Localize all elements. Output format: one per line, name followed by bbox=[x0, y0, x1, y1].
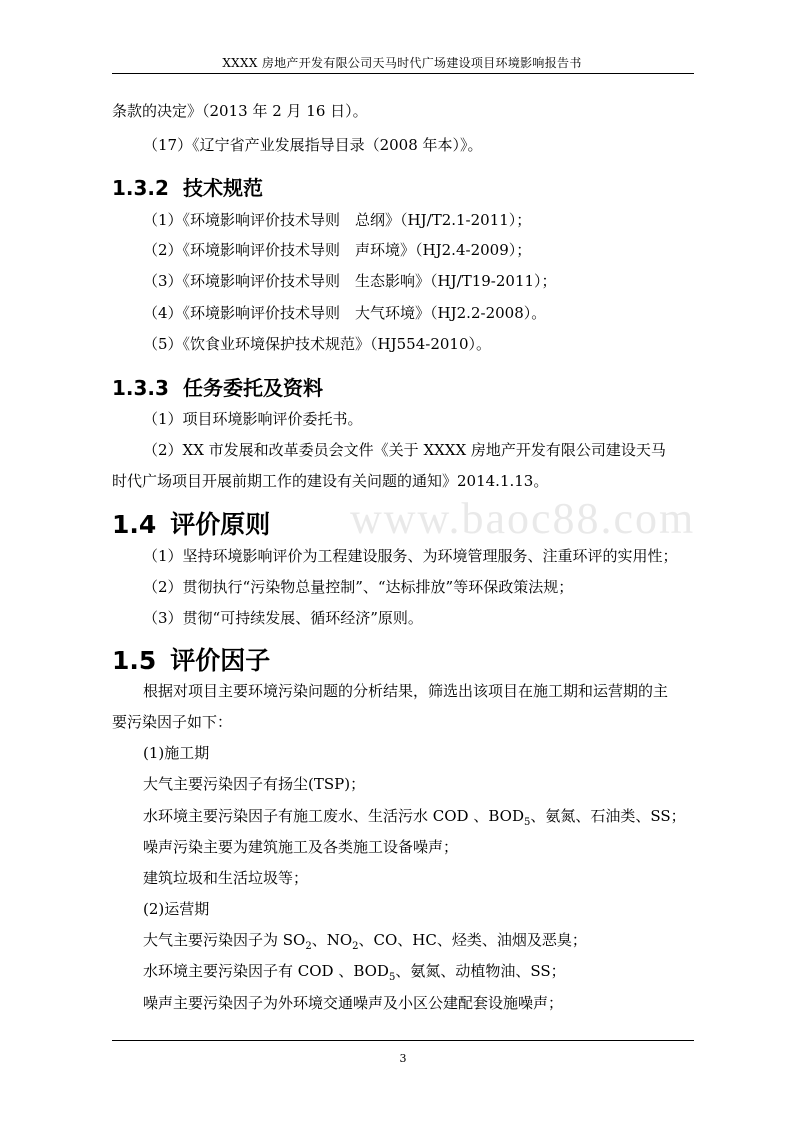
list-item: （1）《环境影响评价技术导则 总纲》（HJ/T2.1-2011）； bbox=[143, 211, 532, 229]
section-title: 任务委托及资料 bbox=[182, 376, 323, 400]
list-item: （1）坚持环境影响评价为工程建设服务、为环境管理服务、注重环评的实用性； bbox=[143, 547, 678, 565]
section-heading-1-3-3 bbox=[112, 372, 323, 401]
section-heading-1-5 bbox=[112, 641, 270, 677]
phase-label: (1)施工期 bbox=[143, 744, 210, 762]
list-item: （3）《环境影响评价技术导则 生态影响》（HJ/T19-2011）； bbox=[143, 272, 557, 290]
list-item: （5）《饮食业环境保护技术规范》（HJ554-2010）。 bbox=[143, 335, 492, 353]
list-item: （4）《环境影响评价技术导则 大气环境》（HJ2.2-2008）。 bbox=[143, 304, 547, 322]
factor-line: 大气主要污染因子有扬尘(TSP)； bbox=[143, 775, 366, 793]
factor-line: 建筑垃圾和生活垃圾等； bbox=[143, 869, 309, 887]
section-number: 1.3.2 bbox=[112, 176, 169, 200]
factor-line: 噪声主要污染因子为外环境交通噪声及小区公建配套设施噪声； bbox=[143, 994, 564, 1012]
section-title: 评价因子 bbox=[170, 646, 271, 675]
header-rule bbox=[112, 73, 694, 74]
section-number: 1.5 bbox=[112, 646, 157, 675]
page-number: 3 bbox=[399, 1052, 407, 1065]
section-heading-1-4 bbox=[112, 505, 270, 541]
factor-line: 大气主要污染因子为 $SO_2$、$NO_2$、CO、HC、烃类、油烟及恶臭； bbox=[143, 931, 587, 952]
section-title: 技术规范 bbox=[182, 176, 263, 200]
factor-line: 水环境主要污染因子有施工废水、生活污水 COD 、$BOD_5$、氨氮、石油类、SS； bbox=[143, 807, 686, 828]
section-heading-1-3-2 bbox=[112, 172, 263, 201]
list-item: （2）贯彻执行“污染物总量控制”、“达标排放”等环保政策法规； bbox=[143, 578, 574, 596]
factor-line: 噪声污染主要为建筑施工及各类施工设备噪声； bbox=[143, 838, 459, 856]
list-item: （2）《环境影响评价技术导则 声环境》（HJ2.4-2009）； bbox=[143, 241, 532, 259]
paragraph-line: 要污染因子如下： bbox=[112, 713, 233, 731]
paragraph-line: （17）《辽宁省产业发展指导目录（2008 年本）》。 bbox=[143, 136, 483, 154]
paragraph-line: 根据对项目主要环境污染问题的分析结果，筛选出该项目在施工期和运营期的主 bbox=[143, 682, 669, 700]
list-item-continuation: 时代广场项目开展前期工作的建设有关问题的通知》2014.1.13。 bbox=[112, 472, 549, 490]
section-number: 1.4 bbox=[112, 510, 157, 539]
footer-rule bbox=[112, 1040, 694, 1041]
factor-line: 水环境主要污染因子有 COD 、$BOD_5$、氨氮、动植物油、SS； bbox=[143, 962, 566, 983]
list-item: （1）项目环境影响评价委托书。 bbox=[143, 410, 363, 428]
phase-label: (2)运营期 bbox=[143, 900, 210, 918]
watermark: www.baoc88.com bbox=[350, 494, 696, 543]
page-header: XXXX 房地产开发有限公司天马时代广场建设项目环境影响报告书 bbox=[222, 56, 582, 70]
section-title: 评价原则 bbox=[170, 510, 271, 539]
list-item: （3）贯彻“可持续发展、循环经济”原则。 bbox=[143, 609, 423, 627]
list-item: （2）XX 市发展和改革委员会文件《关于 XXXX 房地产开发有限公司建设天马 bbox=[143, 441, 666, 459]
paragraph-line: 条款的决定》（2013 年 2 月 16 日）。 bbox=[112, 102, 368, 120]
section-number: 1.3.3 bbox=[112, 376, 169, 400]
